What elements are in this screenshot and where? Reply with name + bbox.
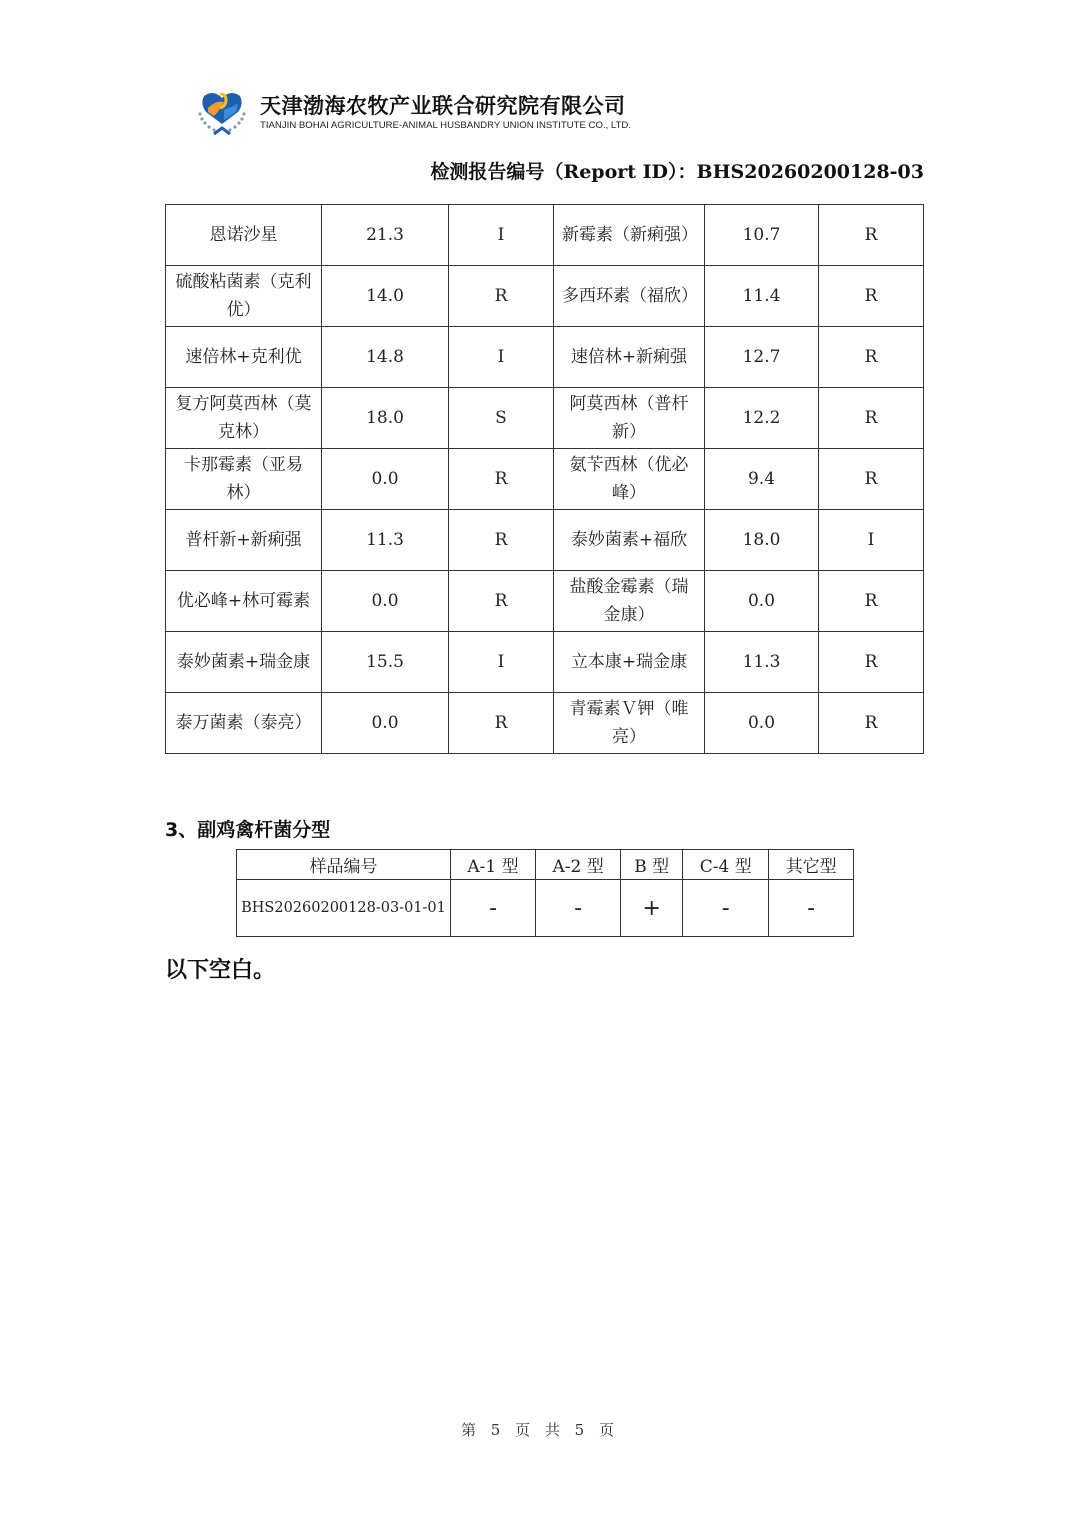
zone-diameter: 14.0 [322,266,449,327]
interpretation: I [819,510,924,571]
zone-diameter: 0.0 [322,571,449,632]
end-of-report-note: 以下空白。 [165,958,276,983]
zone-diameter: 9.4 [705,449,819,510]
interpretation: R [449,510,554,571]
table-row [166,449,924,510]
institute-logo-icon [194,88,250,138]
zone-diameter: 0.0 [322,449,449,510]
drug-name: 复方阿莫西林（莫克林） [166,388,322,449]
interpretation: S [449,388,554,449]
result-a2: - [536,880,621,937]
interpretation: I [449,632,554,693]
drug-name: 阿莫西林（普杆新） [554,388,705,449]
zone-diameter: 11.4 [705,266,819,327]
result-other: - [769,880,854,937]
table-row [166,571,924,632]
interpretation: R [819,693,924,754]
table-row [237,880,854,937]
table-row [166,388,924,449]
company-name-cn: 天津渤海农牧产业联合研究院有限公司 [260,94,626,118]
interpretation: R [819,327,924,388]
header-sample-id: 样品编号 [237,850,451,880]
interpretation: R [819,449,924,510]
drug-name: 盐酸金霉素（瑞金康） [554,571,705,632]
zone-diameter: 12.7 [705,327,819,388]
drug-name: 氨苄西林（优必峰） [554,449,705,510]
zone-diameter: 0.0 [705,571,819,632]
interpretation: I [449,205,554,266]
drug-name: 多西环素（福欣） [554,266,705,327]
drug-name: 卡那霉素（亚易林） [166,449,322,510]
zone-diameter: 15.5 [322,632,449,693]
interpretation: R [819,205,924,266]
report-id-label: 检测报告编号（Report ID）： [430,161,697,183]
interpretation: R [819,571,924,632]
header-a2: A-2 型 [536,850,621,880]
serotyping-table [236,849,854,937]
drug-name: 优必峰+林可霉素 [166,571,322,632]
antibiotic-susceptibility-table [165,204,924,754]
page-number: 第 5 页 共 5 页 [461,1421,619,1439]
drug-name: 恩诺沙星 [166,205,322,266]
header-c4: C-4 型 [683,850,769,880]
drug-name: 速倍林+新痢强 [554,327,705,388]
result-a1: - [451,880,536,937]
zone-diameter: 18.0 [705,510,819,571]
drug-name: 泰万菌素（泰亮） [166,693,322,754]
drug-name: 泰妙菌素+福欣 [554,510,705,571]
interpretation: R [449,571,554,632]
table-row [166,632,924,693]
zone-diameter: 12.2 [705,388,819,449]
header-a1: A-1 型 [451,850,536,880]
header-other: 其它型 [769,850,854,880]
table-row [166,266,924,327]
zone-diameter: 0.0 [322,693,449,754]
zone-diameter: 0.0 [705,693,819,754]
sample-id: BHS20260200128-03-01-01 [237,880,451,937]
drug-name: 青霉素Ｖ钾（唯亮） [554,693,705,754]
interpretation: R [449,449,554,510]
result-c4: - [683,880,769,937]
table-row [166,205,924,266]
table-row [166,693,924,754]
table-row [166,510,924,571]
interpretation: R [819,266,924,327]
zone-diameter: 10.7 [705,205,819,266]
interpretation: R [449,693,554,754]
drug-name: 硫酸粘菌素（克利优） [166,266,322,327]
report-id-value: BHS20260200128-03 [696,161,924,183]
table-header-row [237,850,854,880]
drug-name: 新霉素（新痢强） [554,205,705,266]
zone-diameter: 11.3 [705,632,819,693]
drug-name: 速倍林+克利优 [166,327,322,388]
zone-diameter: 21.3 [322,205,449,266]
section-title-typing: 3、副鸡禽杆菌分型 [165,819,331,841]
interpretation: R [819,388,924,449]
zone-diameter: 14.8 [322,327,449,388]
result-b: + [621,880,683,937]
drug-name: 普杆新+新痢强 [166,510,322,571]
drug-name: 泰妙菌素+瑞金康 [166,632,322,693]
letterhead [194,88,631,138]
company-name-en: TIANJIN BOHAI AGRICULTURE-ANIMAL HUSBANDRY UNION INSTITUTE CO., LTD. [260,120,632,131]
interpretation: R [819,632,924,693]
zone-diameter: 11.3 [322,510,449,571]
drug-name: 立本康+瑞金康 [554,632,705,693]
zone-diameter: 18.0 [322,388,449,449]
interpretation: I [449,327,554,388]
table-row [166,327,924,388]
header-b: B 型 [621,850,683,880]
interpretation: R [449,266,554,327]
report-id [430,157,924,184]
